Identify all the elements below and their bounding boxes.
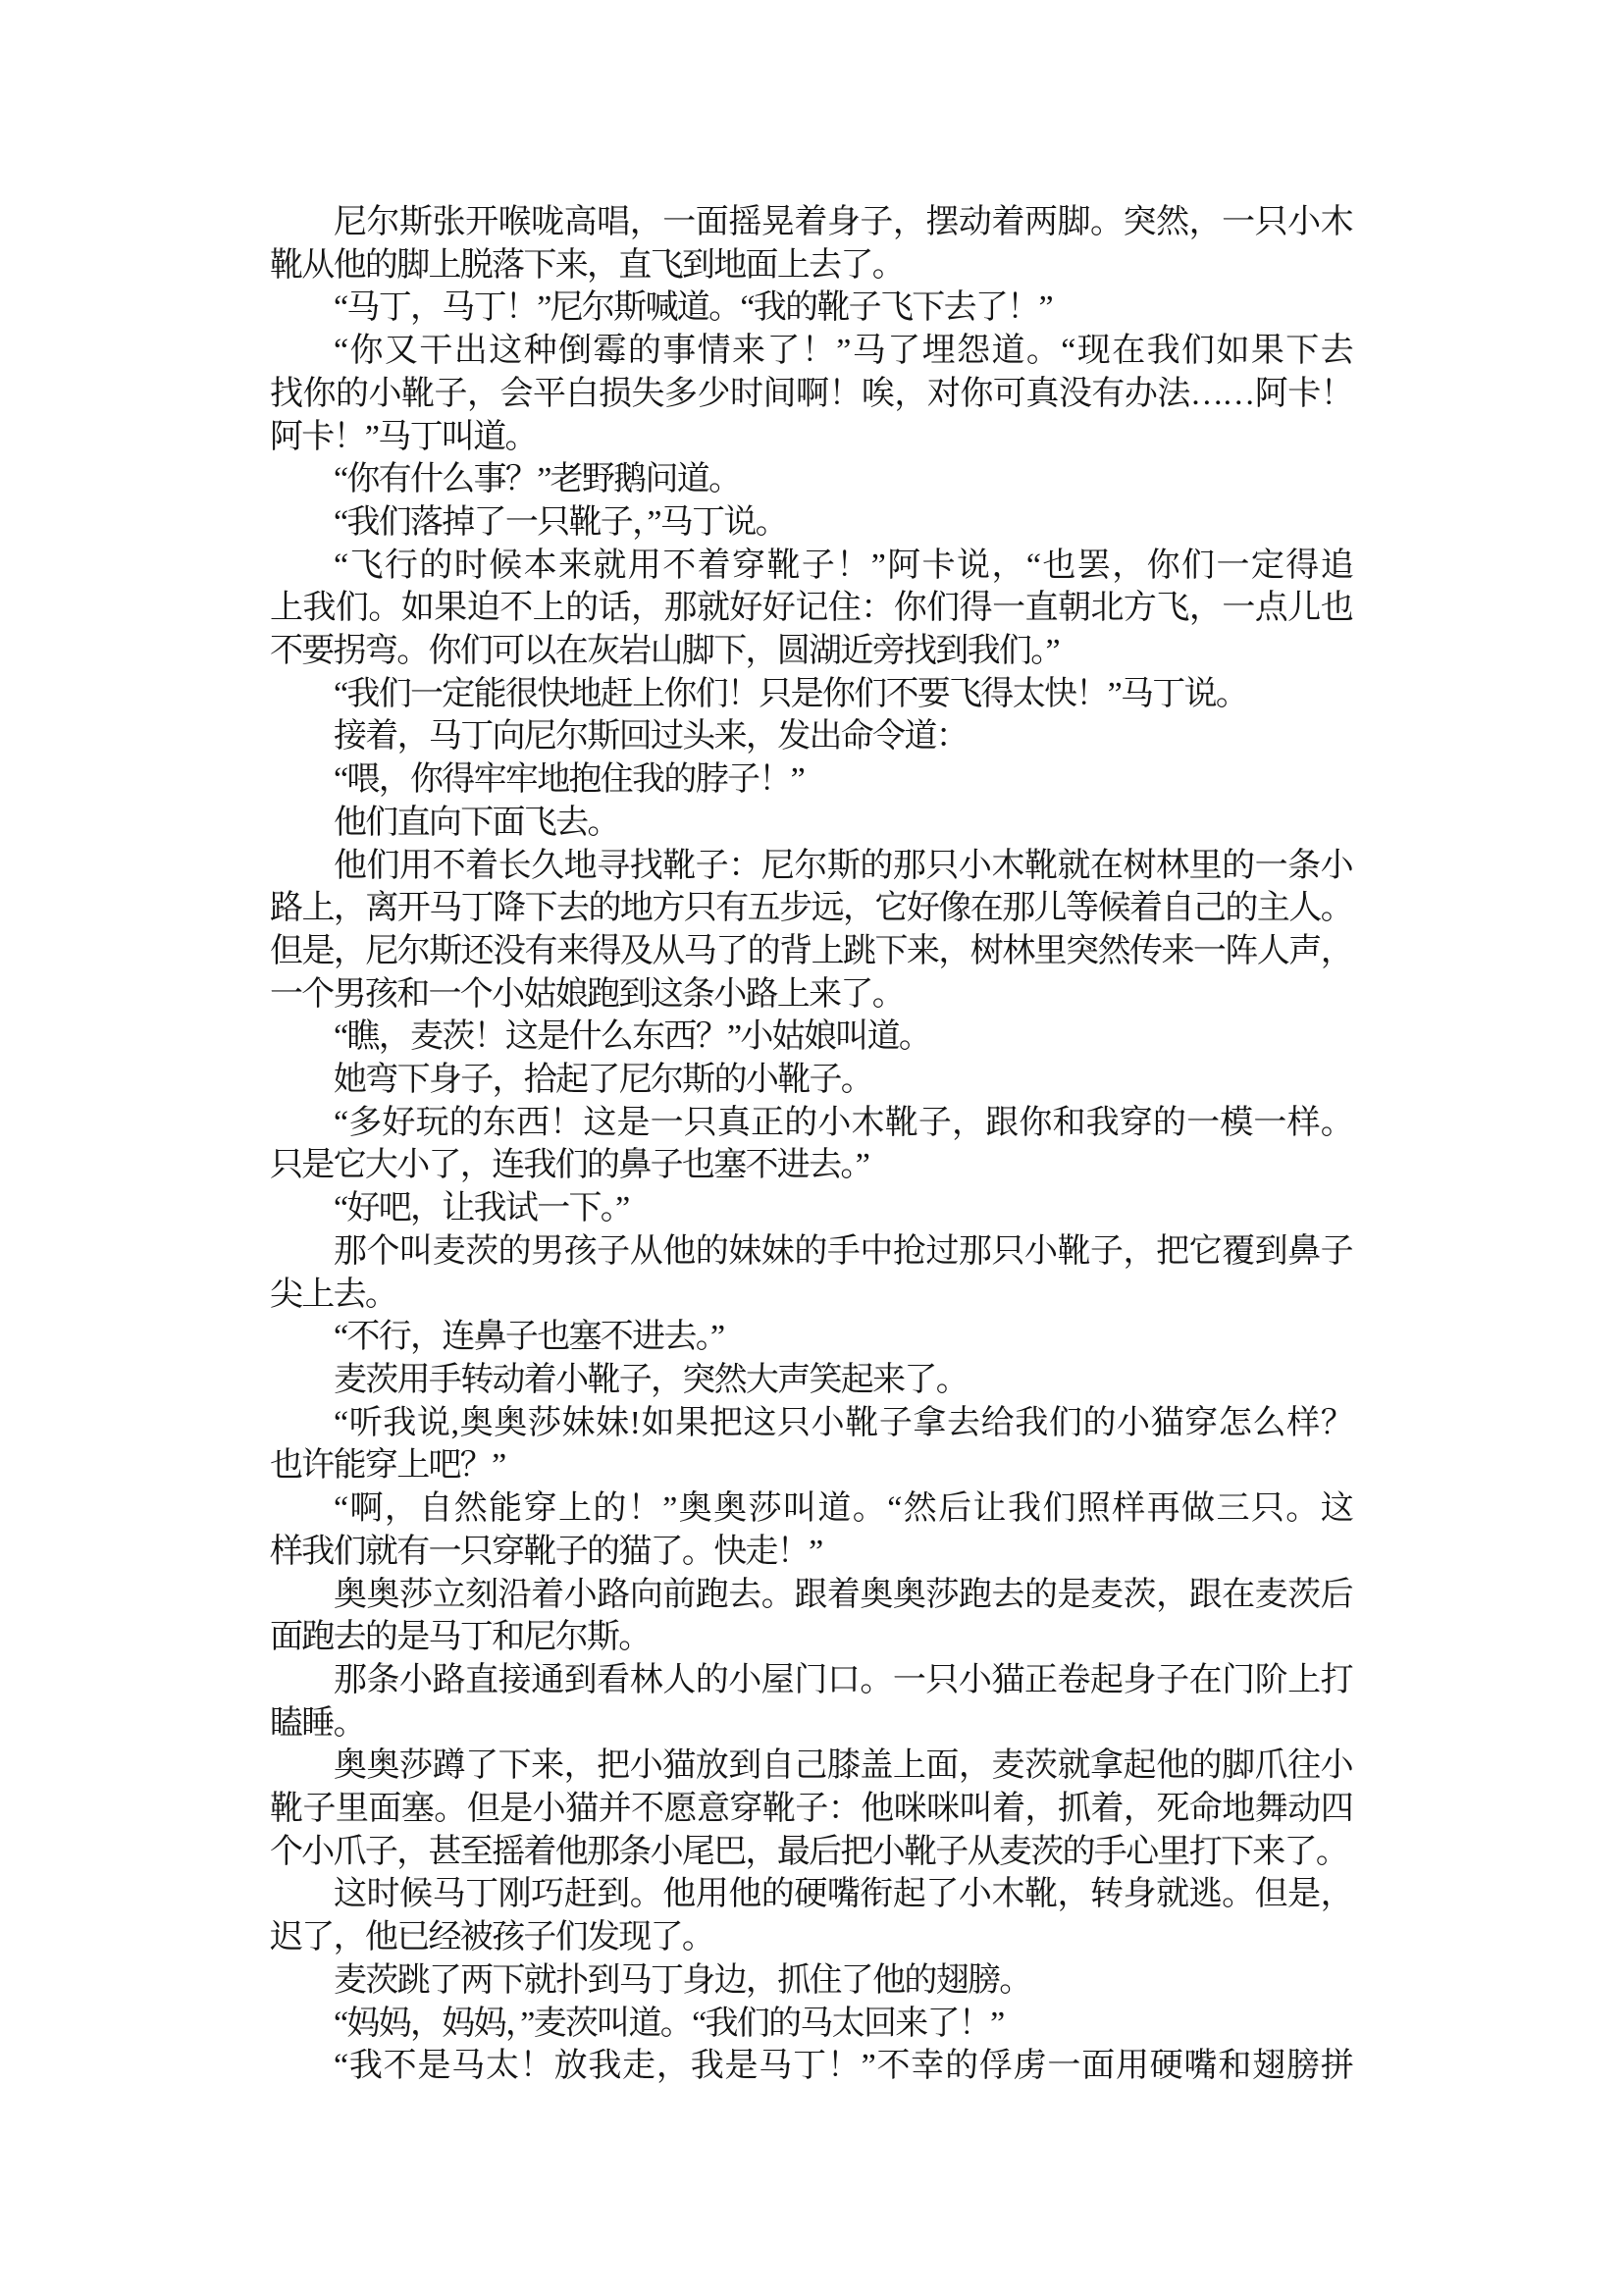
text-line: 只是它大小了，连我们的鼻子也塞不进去。” [270, 1147, 869, 1184]
text-line: 他们用不着长久地寻找靴子：尼尔斯的那只小木靴就在树林里的一条小 [334, 847, 1352, 884]
text-line: “好吧，让我试一下。” [334, 1190, 629, 1227]
text-line: 那条小路直接通到看林人的小屋门口。一只小猫正卷起身子在门阶上打 [334, 1661, 1352, 1698]
text-line: 奥奥莎蹲了下来，把小猫放到自己膝盖上面，麦茨就拿起他的脚爪往小 [334, 1747, 1352, 1785]
text-line: 接着，马丁向尼尔斯回过头来，发出命令道： [334, 718, 968, 756]
text-line: 一个男孩和一个小姑娘跑到这条小路上来了。 [270, 975, 904, 1013]
text-line: “啊，自然能穿上的！”奥奥莎叫道。“然后让我们照样再做三只。这 [334, 1490, 1352, 1528]
text-line: “多好玩的东西！这是一只真正的小木靴子，跟你和我穿的一模一样。 [334, 1104, 1352, 1141]
text-line: 靴从他的脚上脱落下来，直飞到地面上去了。 [270, 246, 904, 284]
text-line: 麦茨跳了两下就扑到马丁身边，抓住了他的翅膀。 [334, 1961, 1031, 1999]
text-line: “你又干出这种倒霉的事情来了！”马了埋怨道。“现在我们如果下去 [334, 333, 1352, 370]
text-line: 上我们。如果迫不上的话，那就好好记住：你们得一直朝北方飞，一点儿也 [270, 590, 1352, 627]
text-line: 个小爪子，甚至摇着他那条小尾巴，最后把小靴子从麦茨的手心里打下来了。 [270, 1833, 1348, 1870]
text-line: 不要拐弯。你们可以在灰岩山脚下，圆湖近旁找到我们。” [270, 633, 1059, 670]
text-line: 那个叫麦茨的男孩子从他的妹妹的手中抢过那只小靴子，把它覆到鼻子 [334, 1232, 1352, 1270]
text-line: 靴子里面塞。但是小猫并不愿意穿靴子：他咪咪叫着，抓着，死命地舞动四 [270, 1791, 1352, 1828]
text-line: “喂，你得牢牢地抱住我的脖子！” [334, 761, 804, 799]
text-line: 阿卡！”马丁叫道。 [270, 418, 537, 455]
text-line: 也许能穿上吧？” [270, 1447, 505, 1485]
text-line: 尼尔斯张开喉咙高唱，一面摇晃着身子，摆动着两脚。突然，一只小木 [334, 204, 1352, 240]
text-line: 找你的小靴子，会平白损失多少时间啊！唉，对你可真没有办法……阿卡！ [270, 375, 1352, 412]
text-line: “我们落掉了一只靴子，”马丁说。 [334, 503, 787, 541]
text-line: 样我们就有一只穿靴子的猫了。快走！” [270, 1533, 822, 1570]
text-line: “瞧，麦茨！这是什么东西？”小姑娘叫道。 [334, 1018, 931, 1056]
text-line: 面跑去的是马丁和尼尔斯。 [270, 1619, 651, 1656]
text-line: 这时候马丁刚巧赶到。他用他的硬嘴衔起了小木靴，转身就逃。但是， [334, 1876, 1352, 1913]
text-line: “飞行的时候本来就用不着穿靴子！”阿卡说，“也罢，你们一定得追 [334, 547, 1352, 584]
text-line: “你有什么事？”老野鹅问道。 [334, 461, 741, 498]
text-line: “我们一定能很快地赶上你们！只是你们不要飞得太快！”马丁说。 [334, 675, 1248, 712]
text-line: “不行，连鼻子也塞不进去。” [334, 1319, 724, 1356]
text-line: 他们直向下面飞去。 [334, 804, 619, 841]
text-line: “我不是马太！放我走，我是马丁！”不幸的俘虏一面用硬嘴和翅膀拼 [334, 2048, 1352, 2085]
text-line: “马丁，马丁！”尼尔斯喊道。“我的靴子飞下去了！” [334, 289, 1052, 327]
text-line: 尖上去。 [270, 1276, 397, 1313]
text-line: 瞌睡。 [270, 1704, 365, 1742]
text-line: 但是，尼尔斯还没有来得及从马了的背上跳下来，树林里突然传来一阵人声， [270, 932, 1352, 969]
text-line: 奥奥莎立刻沿着小路向前跑去。跟着奥奥莎跑去的是麦茨，跟在麦茨后 [334, 1576, 1352, 1613]
text-line: 她弯下身子，拾起了尼尔斯的小靴子。 [334, 1062, 873, 1099]
text-line: 路上，离开马丁降下去的地方只有五步远，它好像在那儿等候着自己的主人。 [270, 890, 1352, 927]
text-line: 麦茨用手转动着小靴子，突然大声笑起来了。 [334, 1361, 968, 1398]
text-line: “妈妈，妈妈，”麦茨叫道。“我们的马太回来了！” [334, 2005, 1004, 2042]
text-line: 迟了，他已经被孩子们发现了。 [270, 1919, 714, 1956]
text-line: “听我说,奥奥莎妹妹!如果把这只小靴子拿去给我们的小猫穿怎么样？ [334, 1404, 1352, 1441]
